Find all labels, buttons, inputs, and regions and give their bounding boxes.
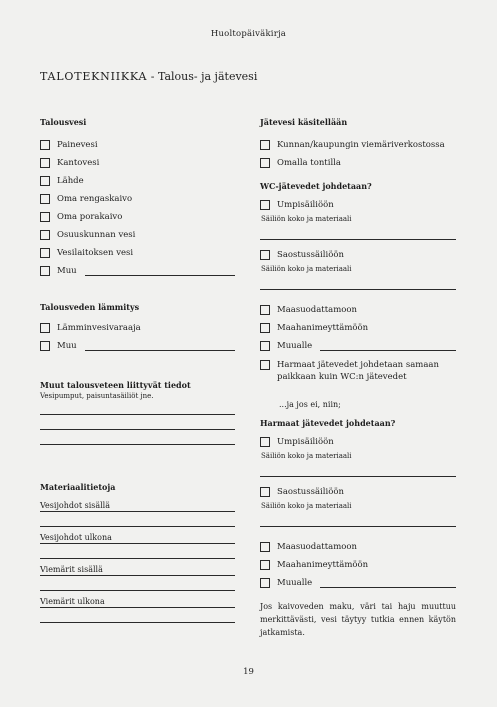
checkbox-harmaat-saostus[interactable] (260, 483, 456, 501)
checkbox-box[interactable] (40, 176, 50, 186)
checkbox-osuuskunta[interactable] (40, 226, 235, 244)
field-label: Vesijohdot ulkona (40, 533, 112, 542)
muu-input-line[interactable] (85, 350, 235, 351)
checkbox-muu[interactable] (40, 262, 235, 280)
checkbox-label: Osuuskunnan vesi (57, 230, 136, 240)
label-line: Harmaat jätevedet johdetaan samaan (277, 360, 439, 370)
field-viemarit-ulkona[interactable] (40, 597, 235, 623)
checkbox-label: Muu (57, 341, 77, 351)
checkbox-wc-maasuodattamo[interactable] (260, 301, 456, 319)
checkbox-label: Maahanimeyttämöön (277, 560, 369, 570)
checkbox-box[interactable] (260, 487, 270, 497)
checkbox-box[interactable] (40, 323, 50, 333)
page-title (40, 70, 257, 83)
checkbox-lamminvesivaraaja[interactable] (40, 319, 235, 337)
answer-line[interactable] (40, 622, 235, 623)
checkbox-harmaat-muualle[interactable] (260, 574, 456, 592)
checkbox-kunnan-viemari[interactable] (260, 136, 456, 154)
section-harmaat (260, 418, 456, 592)
checkbox-label: Maahanimeyttämöön (277, 323, 369, 333)
field-viemarit-sisalla[interactable] (40, 565, 235, 591)
answer-line[interactable] (40, 590, 235, 591)
answer-line[interactable] (40, 511, 235, 512)
answer-line[interactable] (40, 429, 235, 430)
field-note: Säiliön koko ja materiaali (261, 265, 352, 273)
title-separator: - (147, 70, 158, 83)
section-muut-tiedot (40, 380, 235, 445)
section-heading: WC-jätevedet johdetaan? (260, 181, 372, 191)
checkbox-harmaat-maahanimeyttamo[interactable] (260, 556, 456, 574)
checkbox-label: Painevesi (57, 140, 98, 150)
checkbox-label: Muu (57, 266, 77, 276)
checkbox-lahde[interactable] (40, 172, 235, 190)
checkbox-box[interactable] (260, 323, 270, 333)
section-heading: Harmaat jätevedet johdetaan? (260, 418, 396, 428)
checkbox-harmaat-samaan[interactable] (260, 359, 456, 383)
section-lammitys (40, 302, 235, 355)
checkbox-wc-muualle[interactable] (260, 337, 456, 355)
checkbox-lammitys-muu[interactable] (40, 337, 235, 355)
page-number: 19 (243, 667, 254, 677)
checkbox-vesilaitos[interactable] (40, 244, 235, 262)
section-materiaali (40, 482, 235, 623)
checkbox-label: Muualle (277, 341, 313, 351)
checkbox-box[interactable] (260, 158, 270, 168)
checkbox-label: Saostussäiliöön (277, 250, 344, 260)
checkbox-box[interactable] (40, 248, 50, 258)
checkbox-wc-saostus[interactable] (260, 246, 456, 264)
checkbox-box[interactable] (260, 437, 270, 447)
checkbox-label: Saostussäiliöön (277, 487, 344, 497)
field-vesijohdot-ulkona[interactable] (40, 533, 235, 559)
label-line: paikkaan kuin WC:n jätevedet (277, 372, 407, 382)
field-label: Viemärit sisällä (40, 565, 103, 574)
field-label: Viemärit ulkona (40, 597, 105, 606)
checkbox-box[interactable] (260, 341, 270, 351)
answer-line[interactable] (40, 558, 235, 559)
section-heading: Talousveden lämmitys (40, 302, 140, 312)
checkbox-label: Vesilaitoksen vesi (57, 248, 134, 258)
section-jatevesi (260, 117, 456, 172)
checkbox-label: Lähde (57, 176, 84, 186)
checkbox-box[interactable] (40, 230, 50, 240)
checkbox-label: Oma rengaskaivo (57, 194, 133, 204)
answer-line[interactable] (40, 543, 235, 544)
checkbox-box[interactable] (40, 212, 50, 222)
checkbox-box[interactable] (260, 360, 270, 370)
checkbox-label: Umpisäiliöön (277, 437, 334, 447)
answer-line[interactable] (40, 526, 235, 527)
section-wc (260, 181, 456, 383)
running-header: Huoltopäiväkirja (210, 29, 287, 39)
checkbox-box[interactable] (260, 542, 270, 552)
section-heading: Materiaalitietoja (40, 482, 116, 492)
checkbox-wc-maahanimeyttamo[interactable] (260, 319, 456, 337)
checkbox-box[interactable] (260, 200, 270, 210)
checkbox-porakaivo[interactable] (40, 208, 235, 226)
field-vesijohdot-sisalla[interactable] (40, 501, 235, 527)
section-subtitle: Vesipumput, paisuntasäiliöt jne. (40, 392, 154, 400)
checkbox-box[interactable] (40, 158, 50, 168)
checkbox-label: Kantovesi (57, 158, 100, 168)
jos-ei-text: ...ja jos ei, niin; (279, 400, 341, 409)
section-heading: Talousvesi (40, 117, 87, 127)
checkbox-oma-tontti[interactable] (260, 154, 456, 172)
checkbox-box[interactable] (40, 194, 50, 204)
answer-line[interactable] (40, 414, 235, 415)
checkbox-label: Muualle (277, 578, 313, 588)
field-note: Säiliön koko ja materiaali (261, 502, 352, 510)
checkbox-box[interactable] (40, 341, 50, 351)
field-note: Säiliön koko ja materiaali (261, 452, 352, 460)
checkbox-label (277, 359, 439, 383)
answer-line[interactable] (40, 607, 235, 608)
checkbox-label: Omalla tontilla (277, 158, 341, 168)
section-heading: Jätevesi käsitellään (260, 117, 348, 127)
footer-note: Jos kaivoveden maku, väri tai haju muuttuu merkittävästi, vesi täytyy tutkia ennen käytön jatkamista. (260, 602, 456, 637)
title-sub: Talous- ja jätevesi (157, 70, 258, 83)
muualle-input-line[interactable] (320, 350, 456, 351)
muualle-input-line[interactable] (320, 587, 456, 588)
checkbox-rengaskaivo[interactable] (40, 190, 235, 208)
checkbox-box[interactable] (40, 140, 50, 150)
checkbox-box[interactable] (260, 305, 270, 315)
answer-line[interactable] (40, 575, 235, 576)
answer-line[interactable] (40, 444, 235, 445)
checkbox-wc-umpi[interactable] (260, 196, 456, 214)
checkbox-label: Oma porakaivo (57, 212, 123, 222)
muu-input-line[interactable] (85, 275, 235, 276)
section-heading: Muut talousveteen liittyvät tiedot (40, 380, 191, 390)
title-main: TALOTEKNIIKKA (40, 70, 148, 83)
checkbox-label: Umpisäiliöön (277, 200, 334, 210)
checkbox-painevesi[interactable] (40, 136, 235, 154)
checkbox-box[interactable] (260, 140, 270, 150)
checkbox-box[interactable] (260, 578, 270, 588)
field-note: Säiliön koko ja materiaali (261, 215, 352, 223)
checkbox-label: Maasuodattamoon (277, 542, 357, 552)
checkbox-kantovesi[interactable] (40, 154, 235, 172)
checkbox-label: Maasuodattamoon (277, 305, 357, 315)
checkbox-label: Kunnan/kaupungin viemäriverkostossa (277, 140, 445, 150)
checkbox-label: Lämminvesivaraaja (57, 323, 141, 333)
checkbox-harmaat-maasuodattamo[interactable] (260, 538, 456, 556)
checkbox-box[interactable] (260, 250, 270, 260)
section-talousvesi (40, 117, 235, 280)
checkbox-harmaat-umpi[interactable] (260, 433, 456, 451)
field-label: Vesijohdot sisällä (40, 501, 111, 510)
checkbox-box[interactable] (40, 266, 50, 276)
checkbox-box[interactable] (260, 560, 270, 570)
